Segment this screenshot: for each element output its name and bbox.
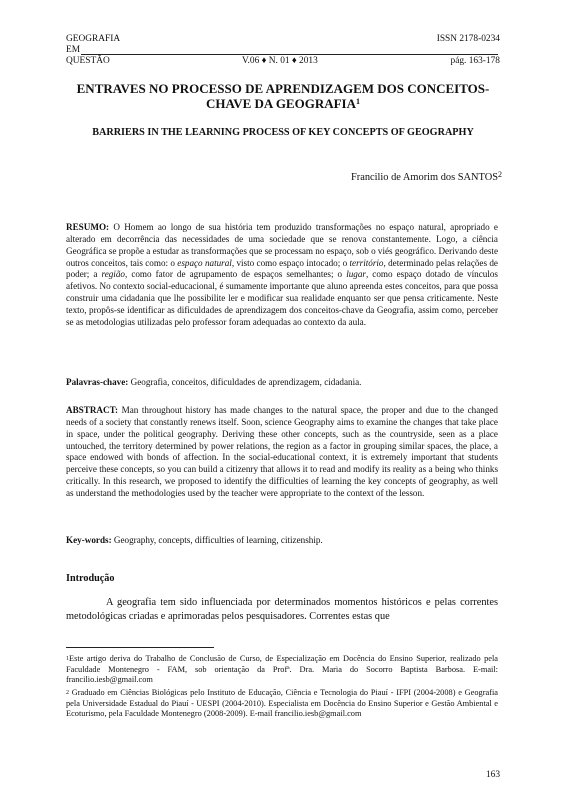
- term-lugar: lugar: [346, 269, 366, 280]
- volume-info: V.06 ♦ N. 01 ♦ 2013: [242, 56, 318, 66]
- resumo-text: , visto como espaço intocado; o: [231, 257, 350, 268]
- footnote-1: [66, 654, 498, 686]
- resumo-text: , como fator de agrupamento de espaços semelhantes; o: [124, 269, 347, 280]
- article-subtitle: BARRIERS IN THE LEARNING PROCESS OF KEY CONCEPTS OF GEOGRAPHY: [92, 127, 474, 138]
- journal-name-part3: QUESTÃO: [66, 56, 110, 66]
- footnote-rule: [66, 647, 214, 648]
- journal-name-part1: GEOGRAFIA: [66, 34, 121, 44]
- intro-paragraph: A geografia tem sido influenciada por determinados momentos históricos e pelas correntes metodológicas criadas e aprimoradas pelos pesquisadores. Correntes estas que: [66, 597, 498, 623]
- footnote-2-text: Graduado em Ciências Biológicas pelo Instituto de Educação, Ciência e Tecnologia do Piauí - IFPI (2004-2008) e Geografia pela Universidade Estadual do Piauí - UESPI (2004-2010). Especialista em Docência do Ensino Superior e Gestão Ambiental e Ecoturismo, pela Faculdade Montenegro (2008-2009). E-mail francilio.iesb@gmail.com: [66, 688, 498, 719]
- keywords: [66, 535, 498, 547]
- term-territorio: território: [349, 257, 384, 268]
- palavras-chave-label: Palavras-chave:: [66, 377, 129, 387]
- keywords-text: Geography, concepts, difficulties of learning, citizenship.: [111, 535, 323, 545]
- resumo-text: , como espaço dotado de vínculos afetivos. No contexto social-educacional, é sumamente importante que aluno apreenda estes conceitos, para que possa construir uma cidadania que lhe possibilite ler e modificar sua realidade enquanto ser que pensa criticamente. Neste texto, propôs-se identificar as dificuldades de aprendizagem dos conceitos-chave da Geografia, assim como, perceber se as metodologias utilizadas pelo professor foram adequadas ao contexto da aula.: [66, 269, 498, 327]
- journal-header-line1: [66, 34, 500, 45]
- page-number: 163: [485, 770, 500, 780]
- term-regiao: região: [101, 269, 125, 280]
- palavras-chave-text: Geografia, conceitos, dificuldades de aprendizagem, cidadania.: [128, 377, 362, 387]
- term-espaco-natural: espaço natural: [177, 257, 232, 268]
- issn: ISSN 2178-0234: [436, 34, 500, 44]
- page-range: pág. 163-178: [450, 56, 500, 66]
- resumo-paragraph: [66, 222, 498, 329]
- journal-header-line3: [66, 56, 500, 67]
- abstract-paragraph: [66, 405, 498, 500]
- author-footnote-ref[interactable]: 2: [498, 170, 502, 179]
- footnote-1-marker: 1: [66, 656, 69, 662]
- abstract-label: ABSTRACT:: [66, 405, 119, 415]
- keywords-label: Key-words:: [66, 535, 112, 545]
- footnote-1-text: Este artigo deriva do Trabalho de Conclusão de Curso, de Especialização em Docência do Ensino Superior, realizado pela Faculdade Montenegro - FAM, sob orientação da Profª. Dra. Maria do Socorro Baptista Barbosa. E-mail: francilio.iesb@gmail.com: [66, 654, 498, 685]
- abstract-text: Man throughout history has made changes to the natural space, the proper and due to the changed needs of a society that constantly renews itself. Soon, science Geography aims to examine the changes that take place in space, under the political geography. Deriving these other concepts, such as the countryside, seen as a place untouched, the territory determined by power relations, the region as a factor in grouping similar spaces, the place, a space endowed with bonds of affection. In the social-educational context, it is extremely important that students perceive these concepts, so you can build a citizenry that allows it to read and modify its reality as a being who thinks critically. In this research, we proposed to identify the difficulties of learning the key concepts of geography, as well as understand the methodologies used by the teacher were appropriate to the context of the lesson.: [66, 405, 498, 498]
- title-footnote-ref[interactable]: 1: [356, 97, 360, 106]
- section-heading-introducao: Introdução: [66, 573, 115, 584]
- header-rule: [81, 54, 498, 55]
- resumo-text: O Homem ao longo de sua história tem produzido transformações no espaço natural, apropriado e alterado em decorrência das necessidades de uma sociedade que se renova constantemente. Logo, a ciência Geográfica se propõe a estudar as transformações que se processam no espaço, sob o viés geográfico. Derivando deste outros conceitos, tais como: o: [66, 222, 499, 268]
- footnote-2-marker: 2: [66, 690, 69, 696]
- palavras-chave: [66, 377, 498, 389]
- resumo-label: RESUMO:: [66, 222, 110, 232]
- footnote-2: [66, 688, 498, 720]
- author-line: [351, 172, 502, 183]
- author-name: Francilio de Amorim dos SANTOS: [350, 172, 498, 183]
- journal-name-part2: EM: [66, 45, 81, 55]
- title-text: ENTRAVES NO PROCESSO DE APRENDIZAGEM DOS CONCEITOS-CHAVE DA GEOGRAFIA: [76, 81, 490, 111]
- article-title: [60, 81, 506, 111]
- resumo-text: , determinado pelas relações de poder; a: [66, 257, 498, 280]
- journal-header-line2: [66, 45, 500, 56]
